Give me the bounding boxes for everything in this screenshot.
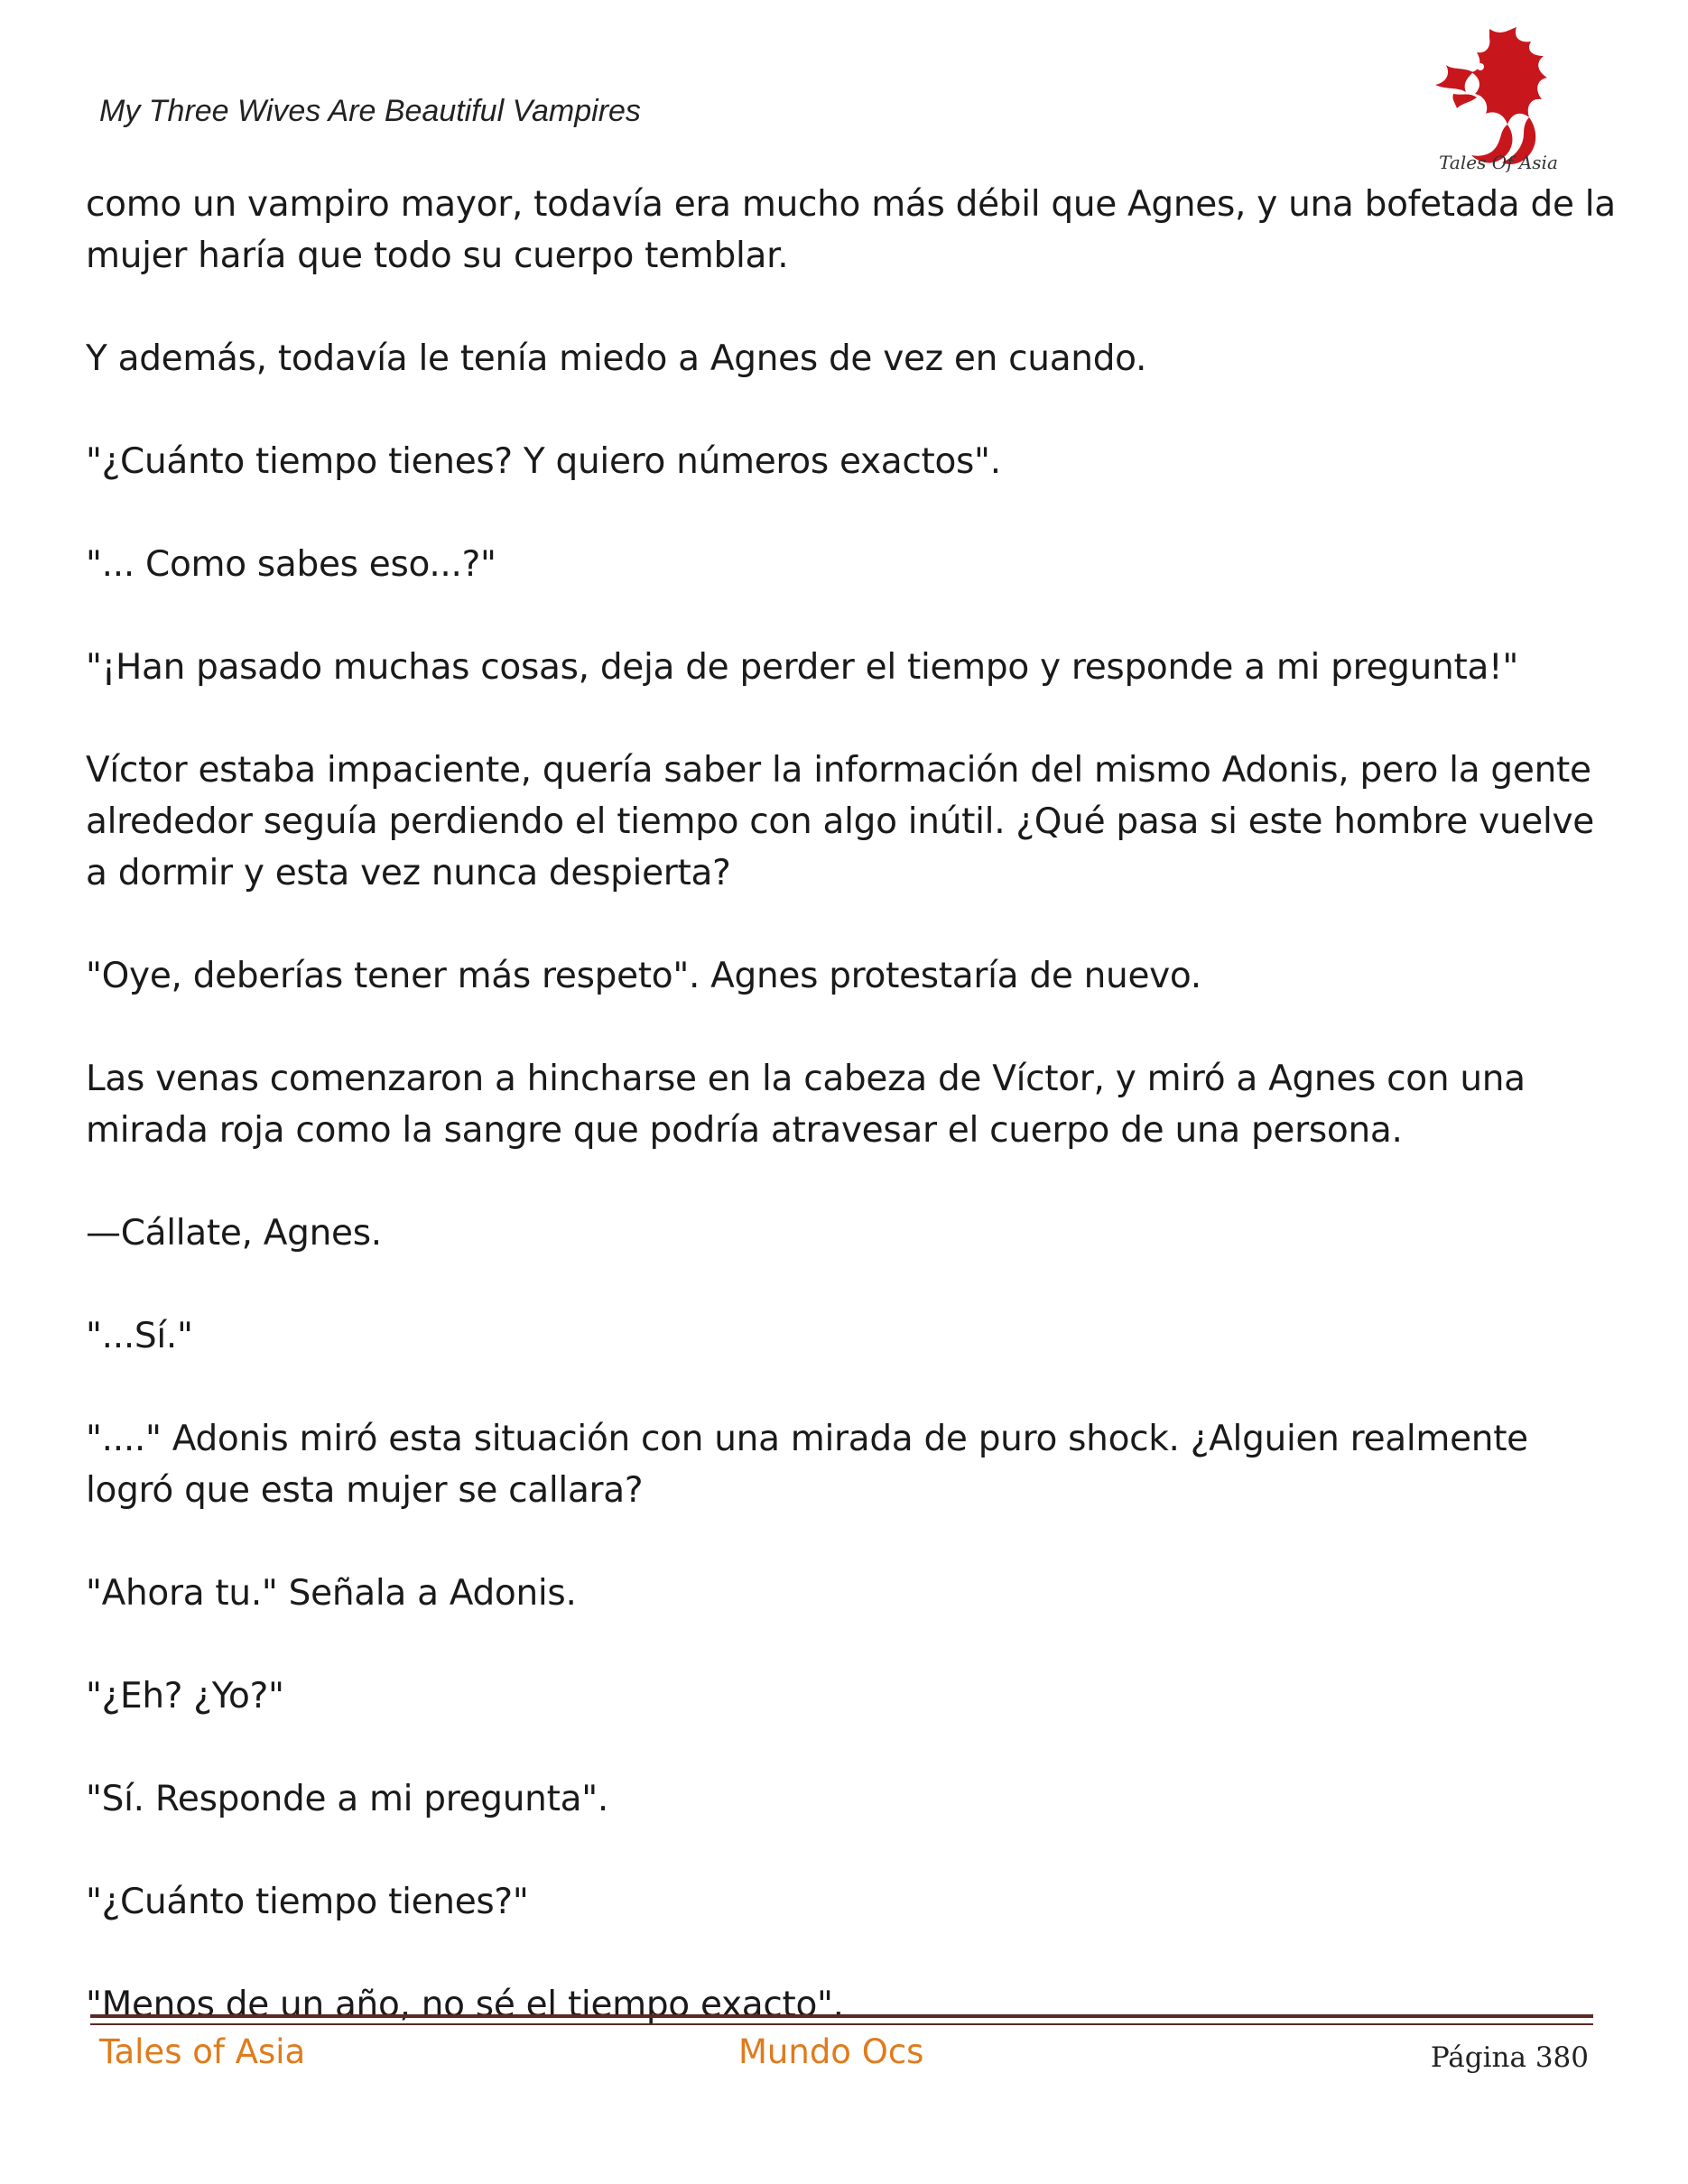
paragraph: Las venas comenzaron a hincharse en la cabeza de Víctor, y miró a Agnes con una mirada roja como la sangre que podría atravesar el cuerpo de una persona. [86, 1059, 1526, 1151]
paragraph: "...Sí." [86, 1316, 193, 1356]
footer-divider [90, 2014, 1593, 2025]
paragraph: "Ahora tu." Señala a Adonis. [86, 1573, 577, 1614]
paragraph: "¡Han pasado muchas cosas, deja de perder el tiempo y responde a mi pregunta!" [86, 647, 1519, 688]
paragraph: "¿Cuánto tiempo tienes? Y quiero números exactos". [86, 441, 1001, 482]
paragraph: "... Como sabes eso...?" [86, 544, 496, 585]
logo-caption: Tales Of Asia [1439, 152, 1558, 173]
page-body [86, 179, 1620, 2082]
footer-section-name: Mundo Ocs [738, 2032, 924, 2071]
paragraph: como un vampiro mayor, todavía era mucho más débil que Agnes, y una bofetada de la mujer haría que todo su cuerpo temblar. [86, 184, 1616, 276]
paragraph: "¿Cuánto tiempo tienes?" [86, 1882, 529, 1922]
paragraph: —Cállate, Agnes. [86, 1213, 382, 1254]
paragraph: "Sí. Responde a mi pregunta". [86, 1779, 608, 1819]
paragraph: "...." Adonis miró esta situación con una mirada de puro shock. ¿Alguien realmente logró que esta mujer se callara? [86, 1419, 1528, 1511]
paragraph: "Oye, deberías tener más respeto". Agnes protestaría de nuevo. [86, 956, 1201, 996]
paragraph: "¿Eh? ¿Yo?" [86, 1676, 284, 1717]
document-title: My Three Wives Are Beautiful Vampires [99, 94, 641, 128]
footer-site-name: Tales of Asia [99, 2032, 306, 2071]
paragraph: Víctor estaba impaciente, quería saber la información del mismo Adonis, pero la gente alrededor seguía perdiendo el tiempo con algo inútil. ¿Qué pasa si este hombre vuelve a dormir y esta vez nunca despierta? [86, 750, 1595, 893]
paragraph: Y además, todavía le tenía miedo a Agnes de vez en cuando. [86, 338, 1147, 379]
page-number: Página 380 [1430, 2041, 1589, 2074]
paragraph: "Menos de un año, no sé el tiempo exacto". [86, 1985, 844, 2025]
